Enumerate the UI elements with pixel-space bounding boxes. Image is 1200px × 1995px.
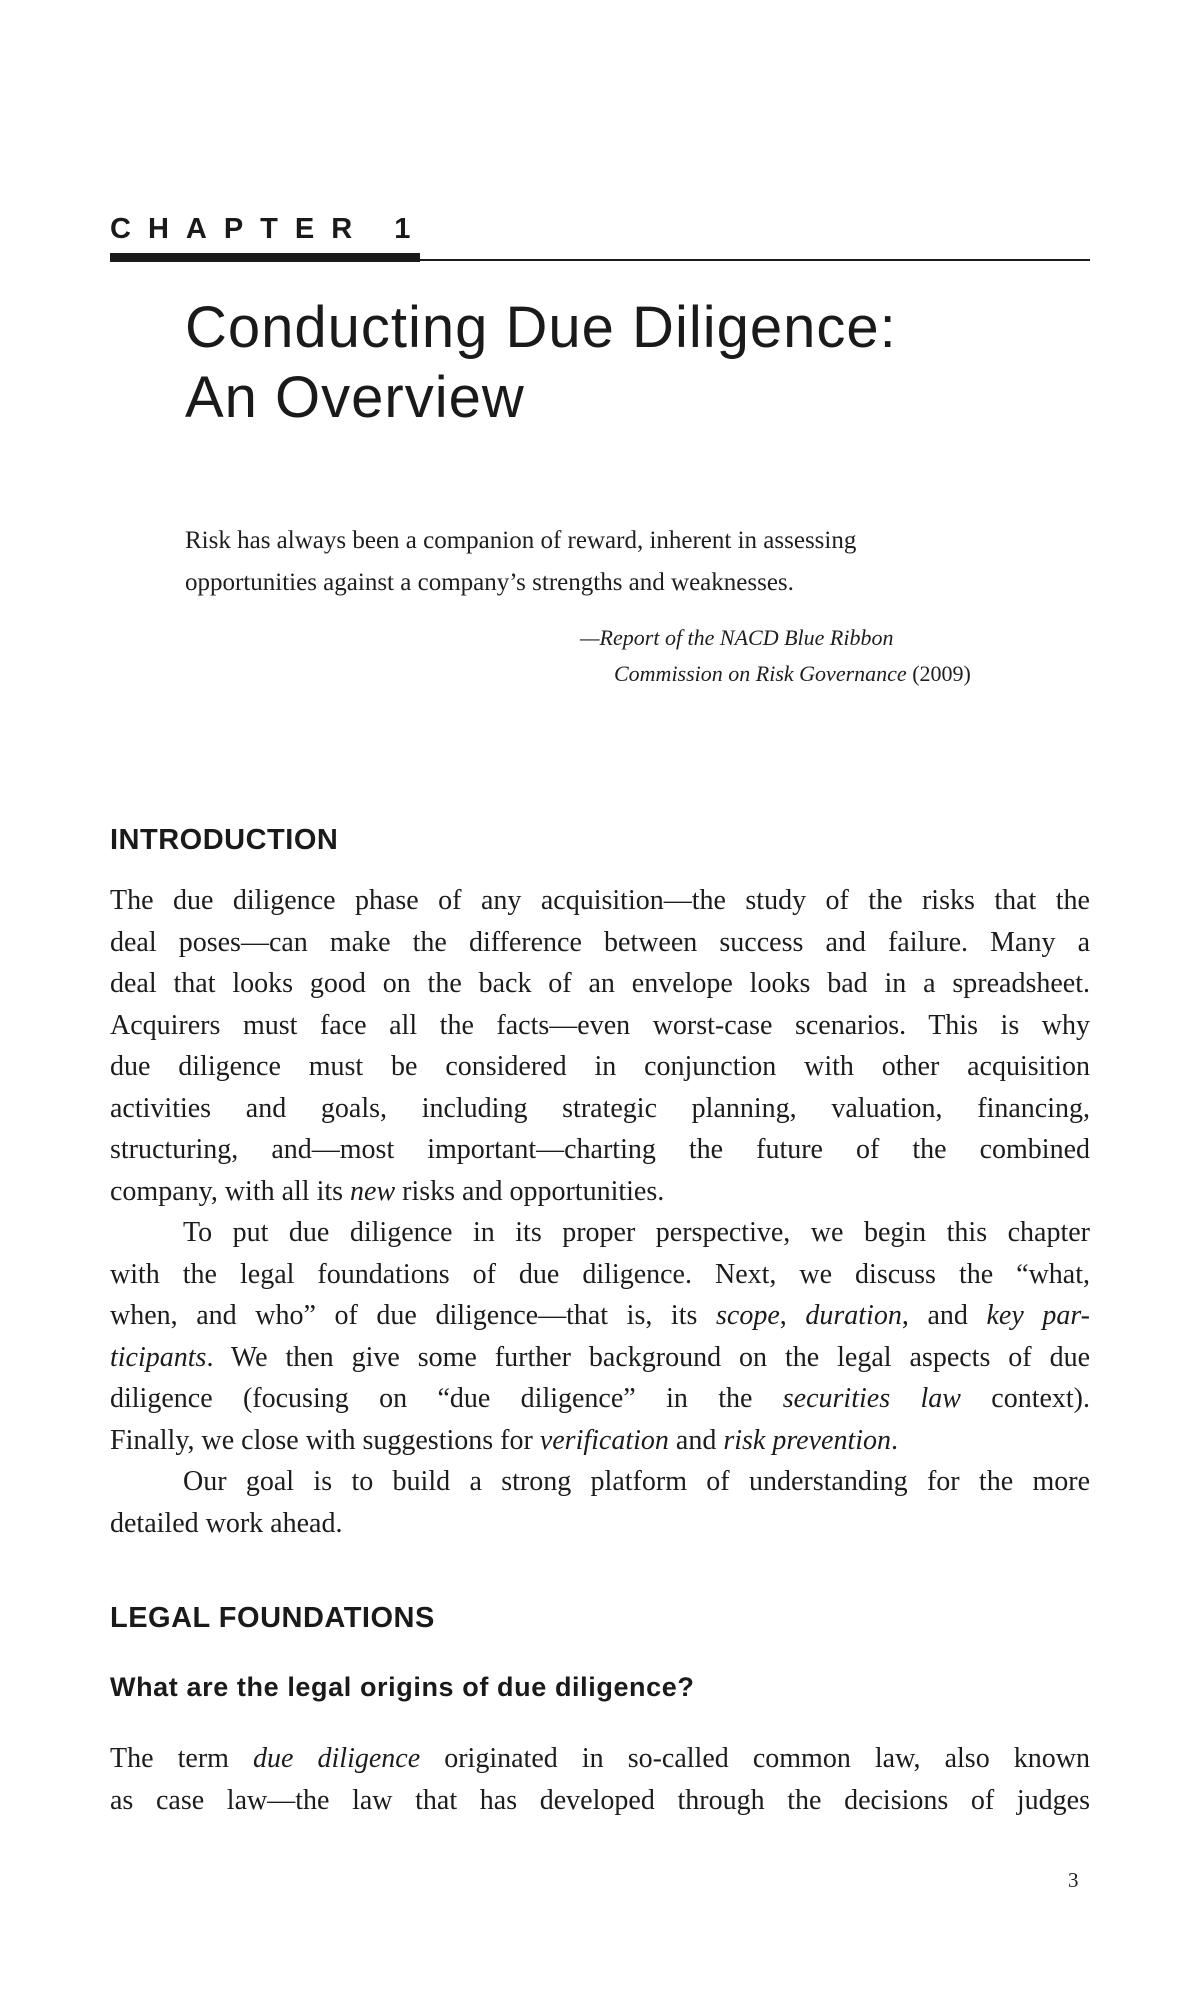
intro-p2-line: To put due diligence in its proper perspective, we begin this chapter <box>183 1217 1090 1248</box>
emphasis-run: key par- <box>986 1300 1091 1331</box>
text-run: Finally, we close with suggestions for <box>110 1424 540 1456</box>
emphasis-run: duration <box>805 1300 902 1331</box>
emphasis-run: due diligence <box>253 1743 421 1774</box>
attribution-line-1: —Report of the NACD Blue Ribbon <box>580 625 894 650</box>
text-run: and <box>668 1424 724 1456</box>
section-heading-legal-foundations: LEGAL FOUNDATIONS <box>110 1602 435 1634</box>
intro-p1-line: deal that looks good on the back of an envelope looks bad in a spreadsheet. <box>110 968 1090 999</box>
chapter-title-line-1: Conducting Due Diligence: <box>185 295 897 360</box>
epigraph-attribution <box>580 620 1080 692</box>
chapter-rule-accent <box>110 253 420 262</box>
epigraph <box>185 520 1065 604</box>
text-run: diligence (focusing on “due diligence” in the <box>110 1383 783 1414</box>
intro-p1-line: due diligence must be considered in conjunction with other acquisition <box>110 1051 1090 1082</box>
introduction-body <box>110 880 1090 1544</box>
legal-p1-line: as case law—the law that has developed through the decisions of judges <box>110 1784 1090 1816</box>
page-number: 3 <box>1068 1868 1079 1892</box>
text-run: . We then give some further background on the legal aspects of due <box>206 1341 1090 1373</box>
chapter-title <box>185 293 1085 433</box>
intro-p3-line-last: detailed work ahead. <box>110 1507 343 1539</box>
emphasis-run: verification <box>539 1424 669 1456</box>
intro-p2-line: with the legal foundations of due diligence. Next, we discuss the “what, <box>110 1258 1090 1290</box>
text-run: The term <box>110 1743 254 1774</box>
attribution-source: Commission on Risk Governance <box>614 661 907 686</box>
intro-p2-line <box>110 1295 1090 1337</box>
epigraph-line-1: Risk has always been a companion of reward, inherent in assessing <box>185 527 857 554</box>
intro-p2-line <box>110 1337 1090 1379</box>
legal-p1-line <box>110 1738 1090 1780</box>
text-run: when, and who” of due diligence—that is, its <box>110 1300 716 1331</box>
text-run: context). <box>960 1383 1091 1414</box>
emphasis-run: securities law <box>782 1383 961 1414</box>
emphasis-run: risk prevention <box>723 1424 892 1456</box>
chapter-title-line-2: An Overview <box>185 365 525 430</box>
emphasis-run: new <box>350 1175 396 1207</box>
emphasis-run: ticipants <box>110 1341 207 1373</box>
epigraph-line-2: opportunities against a company’s strengths and weaknesses. <box>185 569 794 596</box>
text-run: originated in so-called common law, also known <box>420 1743 1091 1774</box>
text-run: , <box>779 1300 806 1331</box>
text-run: . <box>891 1424 899 1456</box>
text-run: risks and opportunities. <box>395 1175 665 1207</box>
text-run: company, with all its <box>110 1175 351 1207</box>
intro-p1-line-last <box>110 1171 1090 1213</box>
attribution-year: (2009) <box>906 661 971 686</box>
intro-p2-line <box>110 1378 1090 1420</box>
text-run: , and <box>901 1300 987 1331</box>
intro-p1-line: activities and goals, including strategic planning, valuation, financing, <box>110 1092 1090 1124</box>
emphasis-run: scope <box>716 1300 780 1331</box>
intro-p1-line: deal poses—can make the difference between success and failure. Many a <box>110 926 1090 958</box>
intro-p3-line: Our goal is to build a strong platform of understanding for the more <box>183 1466 1090 1497</box>
attribution-line-2 <box>580 656 1080 692</box>
intro-p1-line: structuring, and—most important—charting the future of the combined <box>110 1134 1090 1165</box>
section-heading-introduction: INTRODUCTION <box>110 824 339 856</box>
intro-p1-line: The due diligence phase of any acquisition—the study of the risks that the <box>110 885 1090 916</box>
intro-p2-line-last <box>110 1420 1090 1462</box>
legal-foundations-body <box>110 1738 1090 1821</box>
intro-p1-line: Acquirers must face all the facts—even worst-case scenarios. This is why <box>110 1009 1090 1041</box>
chapter-label: CHAPTER 1 <box>110 213 428 245</box>
epigraph-quote <box>185 520 1065 604</box>
subheading-legal-origins: What are the legal origins of due diligence? <box>110 1672 695 1702</box>
